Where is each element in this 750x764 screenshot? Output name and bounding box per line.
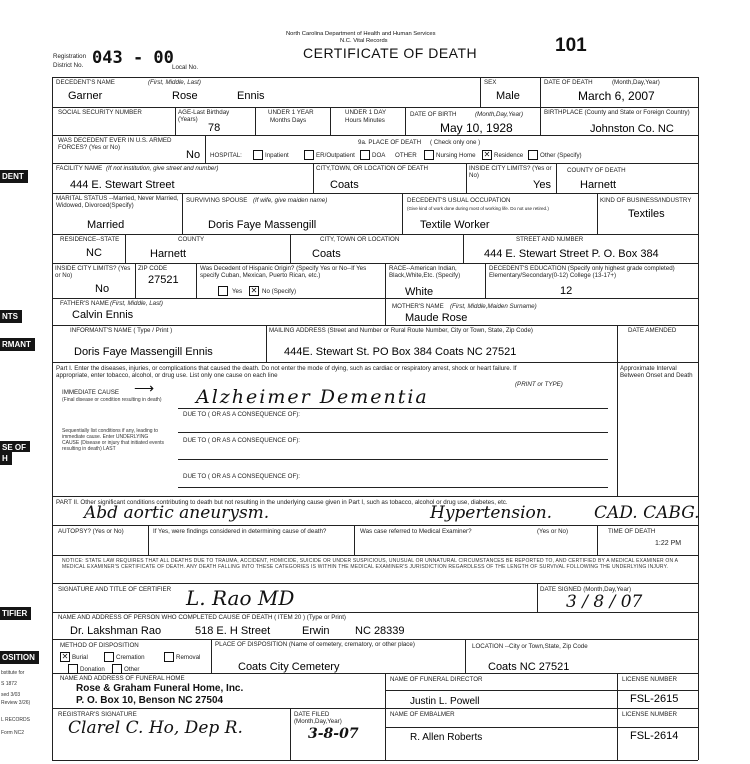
city-town-location-label: CITY, TOWN OR LOCATION (320, 236, 400, 243)
res-street-value: 444 E. Stewart Street P. O. Box 384 (484, 248, 659, 260)
agency-line-1: North Carolina Department of Health and Human Services (286, 31, 436, 37)
agency-line-2: N.C. Vital Records (340, 38, 388, 44)
fathers-name-hint: (First, Middle, Last) (110, 300, 163, 307)
medical-examiner-label: Was case referred to Medical Examiner? (360, 528, 472, 535)
removal-checkbox[interactable] (164, 652, 174, 662)
residence-checkbox[interactable] (482, 150, 492, 160)
hispanic-yes-checkbox[interactable] (218, 286, 228, 296)
side-note-4: Review 3/26) (1, 700, 31, 706)
cremation-label: Cremation (116, 654, 145, 661)
inside-city-value: Yes (533, 179, 551, 191)
notice-text: NOTICE: STATE LAW REQUIRES THAT ALL DEATHS DUE TO TRAUMA, ACCIDENT, HOMICIDE, SUICIDE OR UNDER SUSPICIOUS, UNUSUAL OR UNNATURAL CIRCUMSTANCES BE REPORTED TO, AND CERTIFIED BY A MEDICAL EXAMINER ON A MEDICAL EXAMINER'S CERTIFICATE OF DEATH. ANY DEATH FALLING INTO THESE CATEGORIES IS WITHIN THE MEDICAL EXAMINER'S JURISDICTION REGARDLESS OF THE LENGTH OF SURVIVAL FOLLOWING THE UNDERLYING INJURY. (62, 558, 678, 570)
nursing-home-checkbox[interactable] (424, 150, 434, 160)
inside-city-residence-label: INSIDE CITY LIMITS? (Yes or No) (55, 265, 131, 279)
certifier-name-value: Dr. Lakshman Rao (70, 625, 162, 637)
side-note-3: sed 3/03 (1, 692, 21, 698)
armed-forces-value: No (186, 149, 201, 161)
marital-status-label: MARITAL STATUS --Married, Never Married, Widowed, Divorced(Specify) (56, 195, 179, 209)
inpatient-label: Inpatient (265, 152, 289, 159)
embalmer-value: R. Allen Roberts (410, 732, 483, 743)
birthplace-value: Johnston Co. NC (590, 123, 674, 135)
decedent-name-label: DECEDENT'S NAME (56, 79, 115, 86)
under-1-day-label: UNDER 1 DAY (345, 109, 387, 116)
date-filed-label: DATE FILED (Month,Day,Year) (294, 711, 342, 725)
side-tab-cause-of: SE OF (0, 441, 30, 452)
immediate-cause-value: Alzheimer Dementia (196, 386, 429, 408)
certifier-person-label: NAME AND ADDRESS OF PERSON WHO COMPLETED CAUSE OF DEATH ( ITEM 20 ) (Type or Print) (58, 614, 346, 621)
funeral-home-name-value: Rose & Graham Funeral Home, Inc. (76, 683, 244, 694)
side-tab-disposition: OSITION (0, 651, 39, 664)
autopsy-label: AUTOPSY? (Yes or No) (58, 528, 124, 535)
city-of-death-value: Coats (330, 179, 359, 191)
informant-value: Doris Faye Massengill Ennis (74, 346, 213, 358)
father-value: Calvin Ennis (72, 309, 134, 321)
side-note-2: S 1872 (1, 681, 17, 687)
side-note-5: L RECORDS (1, 717, 30, 723)
usual-occupation-label: DECEDENT'S USUAL OCCUPATION (407, 197, 511, 204)
sequential-hint: Sequentially list conditions if any, leading to immediate cause. Enter UNDERLYING CAUSE (Disease or injury that initiated events resulting in death) LAST (62, 428, 164, 452)
hispanic-no-label: No (Specify) (262, 288, 297, 295)
time-of-death-value: 1:22 PM (655, 540, 682, 547)
me-yes-no-label: (Yes or No) (537, 528, 569, 535)
facility-name-label: FACILITY NAME (56, 165, 103, 172)
county-of-death-value: Harnett (580, 179, 617, 191)
kind-of-business-label: KIND OF BUSINESS/INDUSTRY (600, 197, 692, 204)
occupation-value: Textile Worker (420, 219, 490, 231)
birthplace-label: BIRTHPLACE (County and State or Foreign Country) (544, 109, 690, 116)
embalmer-license-value: FSL-2614 (630, 730, 679, 742)
dob-label: DATE OF BIRTH (410, 111, 457, 118)
funeral-home-label: NAME AND ADDRESS OF FUNERAL HOME (60, 675, 185, 682)
doa-label: DOA (372, 152, 386, 159)
race-label: RACE--American Indian, Black,White,Etc. (Specify) (389, 265, 461, 279)
street-number-label: STREET AND NUMBER (516, 236, 584, 243)
embalmer-label: NAME OF EMBALMER (390, 711, 455, 718)
other-disposition-checkbox[interactable] (112, 664, 122, 674)
certifier-state-zip-value: NC 28339 (355, 625, 405, 637)
side-tab-parents: NTS (0, 310, 22, 323)
part2-condition-2: Hypertension. (430, 503, 553, 523)
decedent-last-name: Ennis (237, 90, 265, 102)
date-of-death-value: March 6, 2007 (578, 89, 655, 103)
occupation-hint: (Give kind of work done during most of working life. Do not use retired.) (407, 206, 549, 211)
county-label: COUNTY (178, 236, 205, 243)
other-disposition-label: Other (124, 666, 140, 673)
due-to-label-c: DUE TO ( OR AS A CONSEQUENCE OF): (183, 473, 301, 480)
hispanic-label: Was Decedent of Hispanic Origin? (Specify Yes or No--If Yes specify Cuban, Mexican, Puerto Rican, etc.) (200, 265, 367, 279)
under-1-year-label: UNDER 1 YEAR (268, 109, 314, 116)
place-of-death-label: 9a. PLACE OF DEATH (358, 139, 422, 146)
hours-minutes-label: Hours Minutes (345, 117, 385, 124)
armed-forces-label: WAS DECEDENT EVER IN U.S. ARMED FORCES? (Yes or No) (58, 137, 172, 151)
certifier-signature: L. Rao MD (186, 586, 295, 610)
other-label: OTHER (395, 152, 417, 159)
registration-number: 043 - 00 (92, 48, 174, 68)
print-or-type-label: (PRINT or TYPE) (515, 381, 563, 388)
funeral-director-label: NAME OF FUNERAL DIRECTOR (390, 676, 483, 683)
education-value: 12 (560, 285, 573, 297)
side-tab-decedent: DENT (0, 170, 28, 183)
district-label: District No. (53, 62, 84, 69)
mothers-name-label: MOTHER'S NAME (392, 303, 444, 310)
side-note-6: Form NC2 (1, 730, 25, 736)
res-inside-city-value: No (95, 283, 110, 295)
decedent-first-name: Garner (68, 90, 103, 102)
er-outpatient-label: ER/Outpatient (316, 152, 355, 159)
part2-instructions: PART II. Other significant conditions contributing to death but not resulting in the underlying cause given in Part I, such as tobacco, alcohol or drug use, diabetes, etc. (56, 499, 508, 506)
decedent-middle-name: Rose (172, 90, 198, 102)
due-to-label-b: DUE TO ( OR AS A CONSEQUENCE OF): (183, 437, 301, 444)
months-days-label: Months Days (270, 117, 307, 124)
ssn-label: SOCIAL SECURITY NUMBER (58, 109, 142, 116)
certificate-number: 101 (555, 35, 587, 56)
zip-value: 27521 (148, 274, 179, 286)
decedent-name-hint: (First, Middle, Last) (148, 79, 201, 86)
findings-label: If Yes, were findings considered in determining cause of death? (153, 528, 327, 535)
mothers-name-hint: (First, Middle,Maiden Surname) (450, 303, 537, 310)
surviving-spouse-label: SURVIVING SPOUSE (186, 197, 248, 204)
burial-label: Burial (72, 654, 88, 661)
side-note-1: bstitute for (1, 670, 25, 676)
time-of-death-label: TIME OF DEATH (608, 528, 656, 535)
spouse-value: Doris Faye Massengill (208, 219, 317, 231)
facility-value: 444 E. Stewart Street (70, 179, 175, 191)
part1-instructions: Part I. Enter the diseases, injuries, or complications that caused the death. Do not enter the mode of dying, such as cardiac or respiratory arrest, shock or heart failure. If appropriate, enter tobacco, alcohol, or drug use. List only one cause on each line (56, 365, 517, 379)
date-signed-value: 3 / 8 / 07 (566, 592, 643, 612)
cremation-checkbox[interactable] (104, 652, 114, 662)
date-filed-value: 3-8-07 (308, 726, 359, 742)
race-value: White (405, 286, 434, 298)
age-value: 78 (208, 122, 221, 134)
residence-label: Residence (494, 152, 524, 159)
burial-checkbox[interactable] (60, 652, 70, 662)
hispanic-no-checkbox[interactable] (249, 286, 259, 296)
county-of-death-label: COUNTY OF DEATH (567, 167, 626, 174)
res-county-value: Harnett (150, 248, 187, 260)
inpatient-checkbox[interactable] (253, 150, 263, 160)
embalmer-license-label: LICENSE NUMBER (622, 711, 678, 718)
mailing-address-label: MAILING ADDRESS (Street and Number or Rural Route Number, City or Town, State, Zip Code) (269, 327, 533, 334)
hospital-label: HOSPITAL: (210, 152, 242, 159)
sex-label: SEX (484, 79, 497, 86)
signature-certifier-label: SIGNATURE AND TITLE OF CERTIFIER (58, 586, 172, 593)
date-amended-label: DATE AMENDED (628, 327, 677, 334)
facility-name-hint: (If not institution, give street and number) (106, 165, 219, 172)
other-specify-label: Other (Specify) (540, 152, 582, 159)
mailing-value: 444E. Stewart St. PO Box 384 Coats NC 27521 (284, 346, 517, 358)
zip-code-label: ZIP CODE (138, 265, 168, 272)
part2-condition-3: CAD. CABG. (594, 503, 700, 523)
city-location-label: CITY,TOWN, OR LOCATION OF DEATH (316, 165, 428, 172)
date-signed-label: DATE SIGNED (Month,Day,Year) (540, 586, 632, 593)
certifier-city-value: Erwin (302, 625, 330, 637)
registrar-signature: Clarel C. Ho, Dep R. (68, 718, 243, 738)
immediate-cause-hint: (Final disease or condition resulting in death) (62, 397, 162, 403)
place-disposition-label: PLACE OF DISPOSITION (Name of cemetery, crematory, or other place) (215, 641, 415, 648)
location-label: LOCATION --City or Town,State, Zip Code (472, 643, 588, 650)
part2-condition-1: Abd aortic aneurysm. (84, 503, 270, 523)
other-specify-checkbox[interactable] (528, 150, 538, 160)
location-value: Coats NC 27521 (488, 661, 570, 673)
check-one-label: ( Check only one ) (430, 139, 481, 146)
residence-state-label: RESIDENCE--STATE (60, 236, 120, 243)
method-disposition-label: METHOD OF DISPOSITION (60, 642, 139, 649)
marital-value: Married (87, 219, 125, 231)
funeral-home-address-value: P. O. Box 10, Benson NC 27504 (76, 695, 224, 706)
approx-interval-label: Approximate Interval Between Onset and Death (620, 365, 693, 379)
sex-value: Male (496, 90, 520, 102)
local-label: Local No. (172, 64, 199, 71)
spouse-hint: (If wife, give maiden name) (253, 197, 328, 204)
registrar-signature-label: REGISTRAR'S SIGNATURE (58, 711, 137, 718)
res-state-value: NC (86, 247, 102, 259)
immediate-arrow-icon: ⟶ (134, 380, 155, 396)
business-value: Textiles (628, 208, 665, 220)
dob-hint: (Month,Day,Year) (475, 111, 524, 118)
donation-label: Donation (80, 666, 105, 673)
res-city-value: Coats (312, 248, 341, 260)
side-tab-death: H (0, 452, 12, 465)
doa-checkbox[interactable] (360, 150, 370, 160)
nursing-home-label: Nursing Home (436, 152, 476, 159)
dob-value: May 10, 1928 (440, 121, 513, 135)
immediate-cause-label: IMMEDIATE CAUSE (62, 389, 119, 396)
age-label: AGE-Last Birthday (Years) (178, 109, 230, 123)
page-title: CERTIFICATE OF DEATH (303, 45, 478, 61)
er-outpatient-checkbox[interactable] (304, 150, 314, 160)
license-number-label: LICENSE NUMBER (622, 676, 678, 683)
date-of-death-hint: (Month,Day,Year) (612, 79, 660, 86)
fathers-name-label: FATHER'S NAME (60, 300, 109, 307)
education-label: DECEDENT'S EDUCATION (Specify only highest grade completed) Elementary/Secondary(0-12) College (13-17+) (489, 265, 675, 279)
hispanic-yes-label: Yes (232, 288, 243, 295)
informant-name-label: INFORMANT'S NAME ( Type / Print ) (70, 327, 173, 334)
registration-label: Registration (53, 53, 87, 60)
inside-city-label: INSIDE CITY LIMITS? (Yes or No) (469, 165, 552, 179)
side-tab-informant: RMANT (0, 338, 35, 351)
due-to-label-a: DUE TO ( OR AS A CONSEQUENCE OF): (183, 411, 301, 418)
funeral-director-value: Justin L. Powell (410, 696, 480, 707)
removal-label: Removal (176, 654, 201, 661)
place-disposition-value: Coats City Cemetery (238, 661, 340, 673)
certifier-street-value: 518 E. H Street (195, 625, 271, 637)
mother-value: Maude Rose (405, 312, 468, 324)
side-tab-certifier: TIFIER (0, 607, 31, 620)
director-license-value: FSL-2615 (630, 693, 679, 705)
donation-checkbox[interactable] (68, 664, 78, 674)
date-of-death-label: DATE OF DEATH (544, 79, 593, 86)
